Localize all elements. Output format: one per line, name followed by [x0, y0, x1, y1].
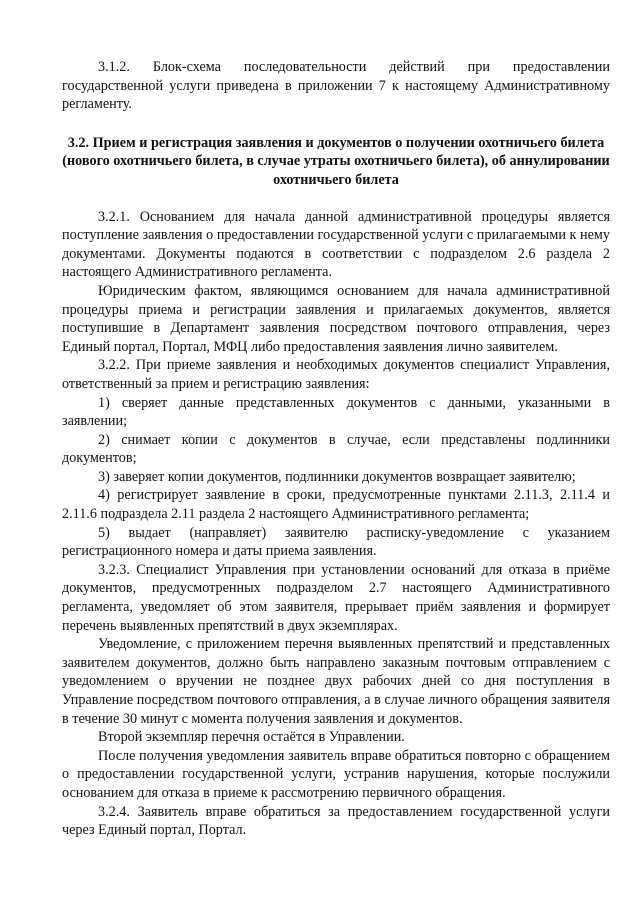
paragraph-3-1-2: 3.1.2. Блок-схема последовательности действий при предоставлении государственной услуги приведена в приложении 7 к настоящему Административному регламенту. [62, 59, 610, 113]
paragraph-legal-fact: Юридическим фактом, являющимся основанием для начала административной процедуры приема и регистрации заявления и прилагаемых документов, является поступившие в Департамент заявления посредством почтового отправления, через Единый портал, Портал, МФЦ либо предоставления заявления лично заявителем. [62, 282, 610, 355]
paragraph-3-2-2: 3.2.2. При приеме заявления и необходимых документов специалист Управления, ответственный за прием и регистрацию заявления: [62, 357, 610, 392]
paragraph-second-copy: Второй экземпляр перечня остаётся в Управлении. [98, 729, 405, 746]
paragraph-notice: Уведомление, с приложением перечня выявленных препятствий и представленных заявителем документов, должно быть направлено заказным почтовым отправлением с уведомлением о вручении не позднее двух рабочих дней со дня поступления в Управление посредством почтового отправления, а в случае личного обращения заявителя в течение 30 минут с момента получения заявления и документов. [62, 636, 610, 727]
list-item-5: 5) выдает (направляет) заявителю расписку-уведомление с указанием регистрационного номера и даты приема заявления. [62, 524, 610, 560]
paragraph-3-2-1: 3.2.1. Основанием для начала данной административной процедуры является поступление заявления о предоставлении государственной услуги с прилагаемыми к нему документами. Документы подаются в соответствии с подразделом 2.6 раздела 2 настоящего Административного регламента. [62, 208, 610, 281]
list-item-4: 4) регистрирует заявление в сроки, предусмотренные пунктами 2.11.3, 2.11.4 и 2.11.6 подраздела 2.11 раздела 2 настоящего Административного регламента; [62, 487, 610, 523]
section-heading-3-2: 3.2. Прием и регистрация заявления и документов о получении охотничьего билета (нового охотничьего билета, в случае утраты охотничьего билета), об аннулировании охотничьего билета [62, 134, 610, 188]
list-item-2: 2) снимает копии с документов в случае, если представлены подлинники документов; [62, 431, 610, 467]
list-item-1: 1) сверяет данные представленных документов с данными, указанными в заявлении; [62, 394, 610, 430]
list-item-3: 3) заверяет копии документов, подлинники документов возвращает заявителю; [98, 468, 576, 485]
paragraph-3-2-3: 3.2.3. Специалист Управления при установлении оснований для отказа в приёме документов, предусмотренных подразделом 2.7 настоящего Административного регламента, уведомляет об этом заявителя, прерывает приём заявления и формирует перечень выявленных препятствий в двух экземплярах. [62, 561, 610, 634]
document-page [62, 58, 610, 840]
paragraph-after-notice: После получения уведомления заявитель вправе обратиться повторно с обращением о предоставлении государственной услуги, устранив нарушения, которые послужили основанием для отказа в приеме к рассмотрению первичного обращения. [62, 747, 610, 801]
paragraph-3-2-4: 3.2.4. Заявитель вправе обратиться за предоставлением государственной услуги через Единый портал, Портал. [62, 803, 610, 839]
